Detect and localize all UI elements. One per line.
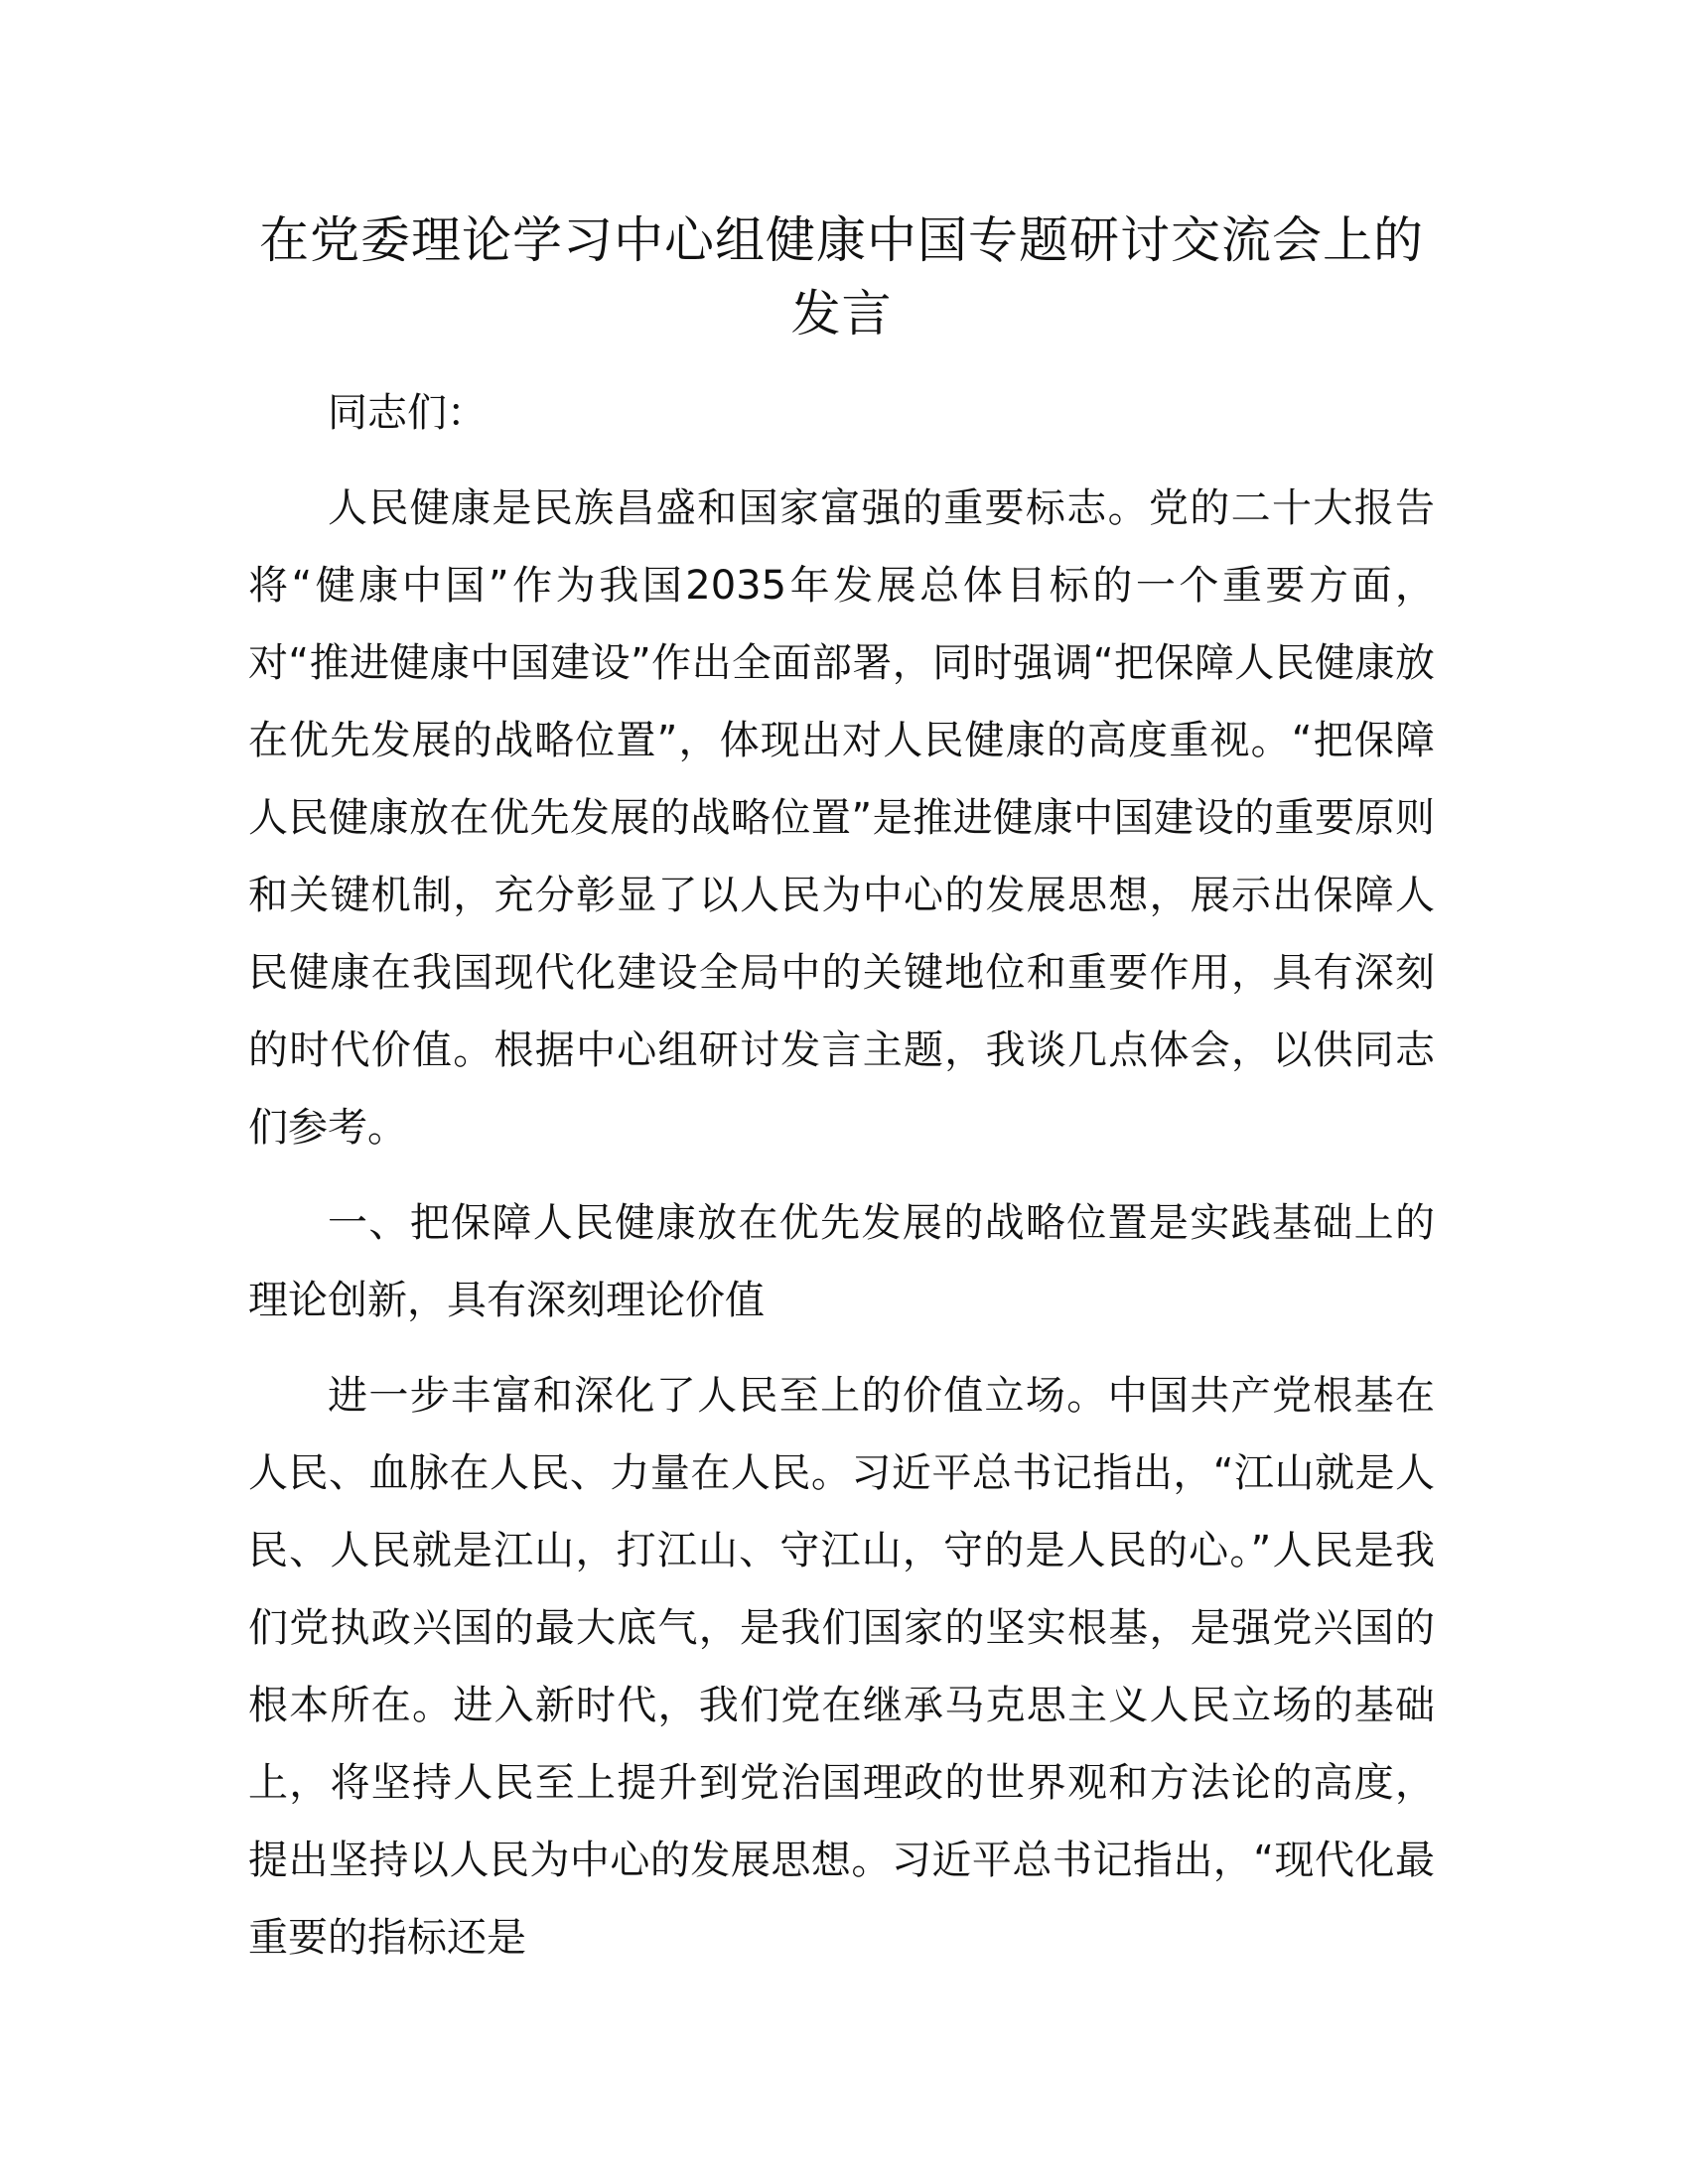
section-heading-1: 一、把保障人民健康放在优先发展的战略位置是实践基础上的理论创新，具有深刻理论价值 (248, 1200, 1435, 1323)
document-title: 在党委理论学习中心组健康中国专题研讨交流会上的发言 (259, 211, 1424, 342)
paragraph-intro: 人民健康是民族昌盛和国家富强的重要标志。党的二十大报告将“健康中国”作为我国2035年发展总体目标的一个重要方面，对“推进健康中国建设”作出全面部署，同时强调“把保障人民健康放在优先发展的战略位置”，体现出对人民健康的高度重视。“把保障人民健康放在优先发展的战略位置”是推进健康中国建设的重要原则和关键机制，充分彰显了以人民为中心的发展思想，展示出保障人民健康在我国现代化建设全局中的关键地位和重要作用，具有深刻的时代价值。根据中心组研讨发言主题，我谈几点体会，以供同志们参考。 (248, 485, 1435, 1151)
paragraph-section-1: 进一步丰富和深化了人民至上的价值立场。中国共产党根基在人民、血脉在人民、力量在人民。习近平总书记指出，“江山就是人民、人民就是江山，打江山、守江山，守的是人民的心。”人民是我们党执政兴国的最大底气，是我们国家的坚实根基，是强党兴国的根本所在。进入新时代，我们党在继承马克思主义人民立场的基础上，将坚持人民至上提升到党治国理政的世界观和方法论的高度，提出坚持以人民为中心的发展思想。习近平总书记指出，“现代化最重要的指标还是 (248, 1373, 1435, 1961)
salutation: 同志们： (328, 390, 487, 436)
document-body (248, 204, 1435, 1977)
